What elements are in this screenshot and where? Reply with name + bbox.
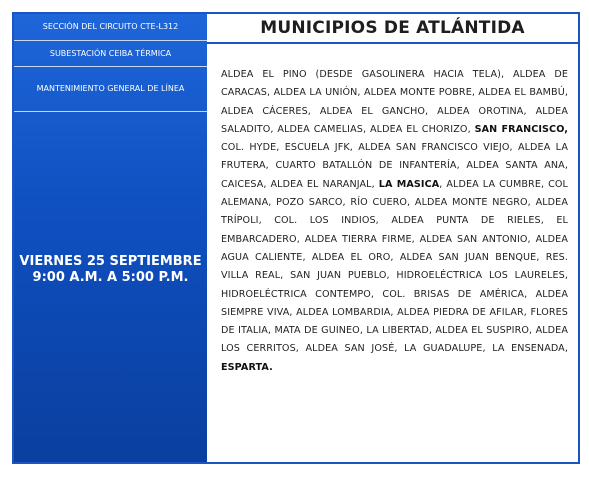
highlight-san-francisco: SAN FRANCISCO, [474,123,568,135]
highlight-la-masica: LA MASICA [378,178,440,190]
substation-label: SUBESTACIÓN CEIBA TÉRMICA [14,41,207,67]
affected-areas-text [207,44,578,377]
highlight-esparta: ESPARTA. [221,361,273,373]
circuit-section-label: SECCIÓN DEL CIRCUITO CTE-L312 [14,14,207,41]
municipalities-panel [207,14,578,462]
areas-text-part-1: ALDEA EL PINO (DESDE GASOLINERA HACIA TELA), ALDEA DE CARACAS, ALDEA LA UNIÓN, ALDEA MONTE POBRE, ALDEA EL BAMBÚ, ALDEA CÁCERES, ALDEA EL GANCHO, ALDEA OROTINA, ALDEA SALADITO, ALDEA CAMELIAS, ALDEA EL CHORIZO, [221,69,568,135]
maintenance-label: MANTENIMIENTO GENERAL DE LÍNEA [14,67,207,112]
schedule-time: 9:00 A.M. A 5:00 P.M. [32,270,189,285]
areas-text-part-2: COL. HYDE, ESCUELA JFK, ALDEA SAN FRANCISCO VIEJO, ALDEA LA FRUTERA, CUARTO BATALLÓN DE INFANTERÍA, ALDEA SANTA ANA, CAICESA, ALDEA EL NARANJAL, [221,142,568,190]
outage-notice-card [12,12,580,464]
schedule-block [14,112,207,462]
areas-text-part-3: , ALDEA LA CUMBRE, COL ALEMANA, POZO SARCO, RÍO CUERO, ALDEA MONTE NEGRO, ALDEA TRÍPOLI, COL. LOS INDIOS, ALDEA PUNTA DE RIELES, EL EMBARCADERO, ALDEA TIERRA FIRME, ALDEA SAN ANTONIO, ALDEA AGUA CALIENTE, ALDEA EL ORO, ALDEA SAN JUAN BENQUE, RES. VILLA REAL, SAN JUAN PUEBLO, HIDROELÉCTRICA LOS LAURELES, HIDROELÉCTRICA CONTEMPO, COL. BRISAS DE AMÉRICA, ALDEA SIEMPRE VIVA, ALDEA LOMBARDIA, ALDEA PIEDRA DE AFILAR, FLORES DE ITALIA, MATA DE GUINEO, LA LIBERTAD, ALDEA EL SUSPIRO, ALDEA LOS CERRITOS, ALDEA SAN JOSÉ, LA GUADALUPE, LA ENSENADA, [221,178,569,355]
schedule-sidebar [14,14,207,462]
page-title: MUNICIPIOS DE ATLÁNTIDA [207,14,578,44]
schedule-date: VIERNES 25 SEPTIEMBRE [19,254,202,269]
